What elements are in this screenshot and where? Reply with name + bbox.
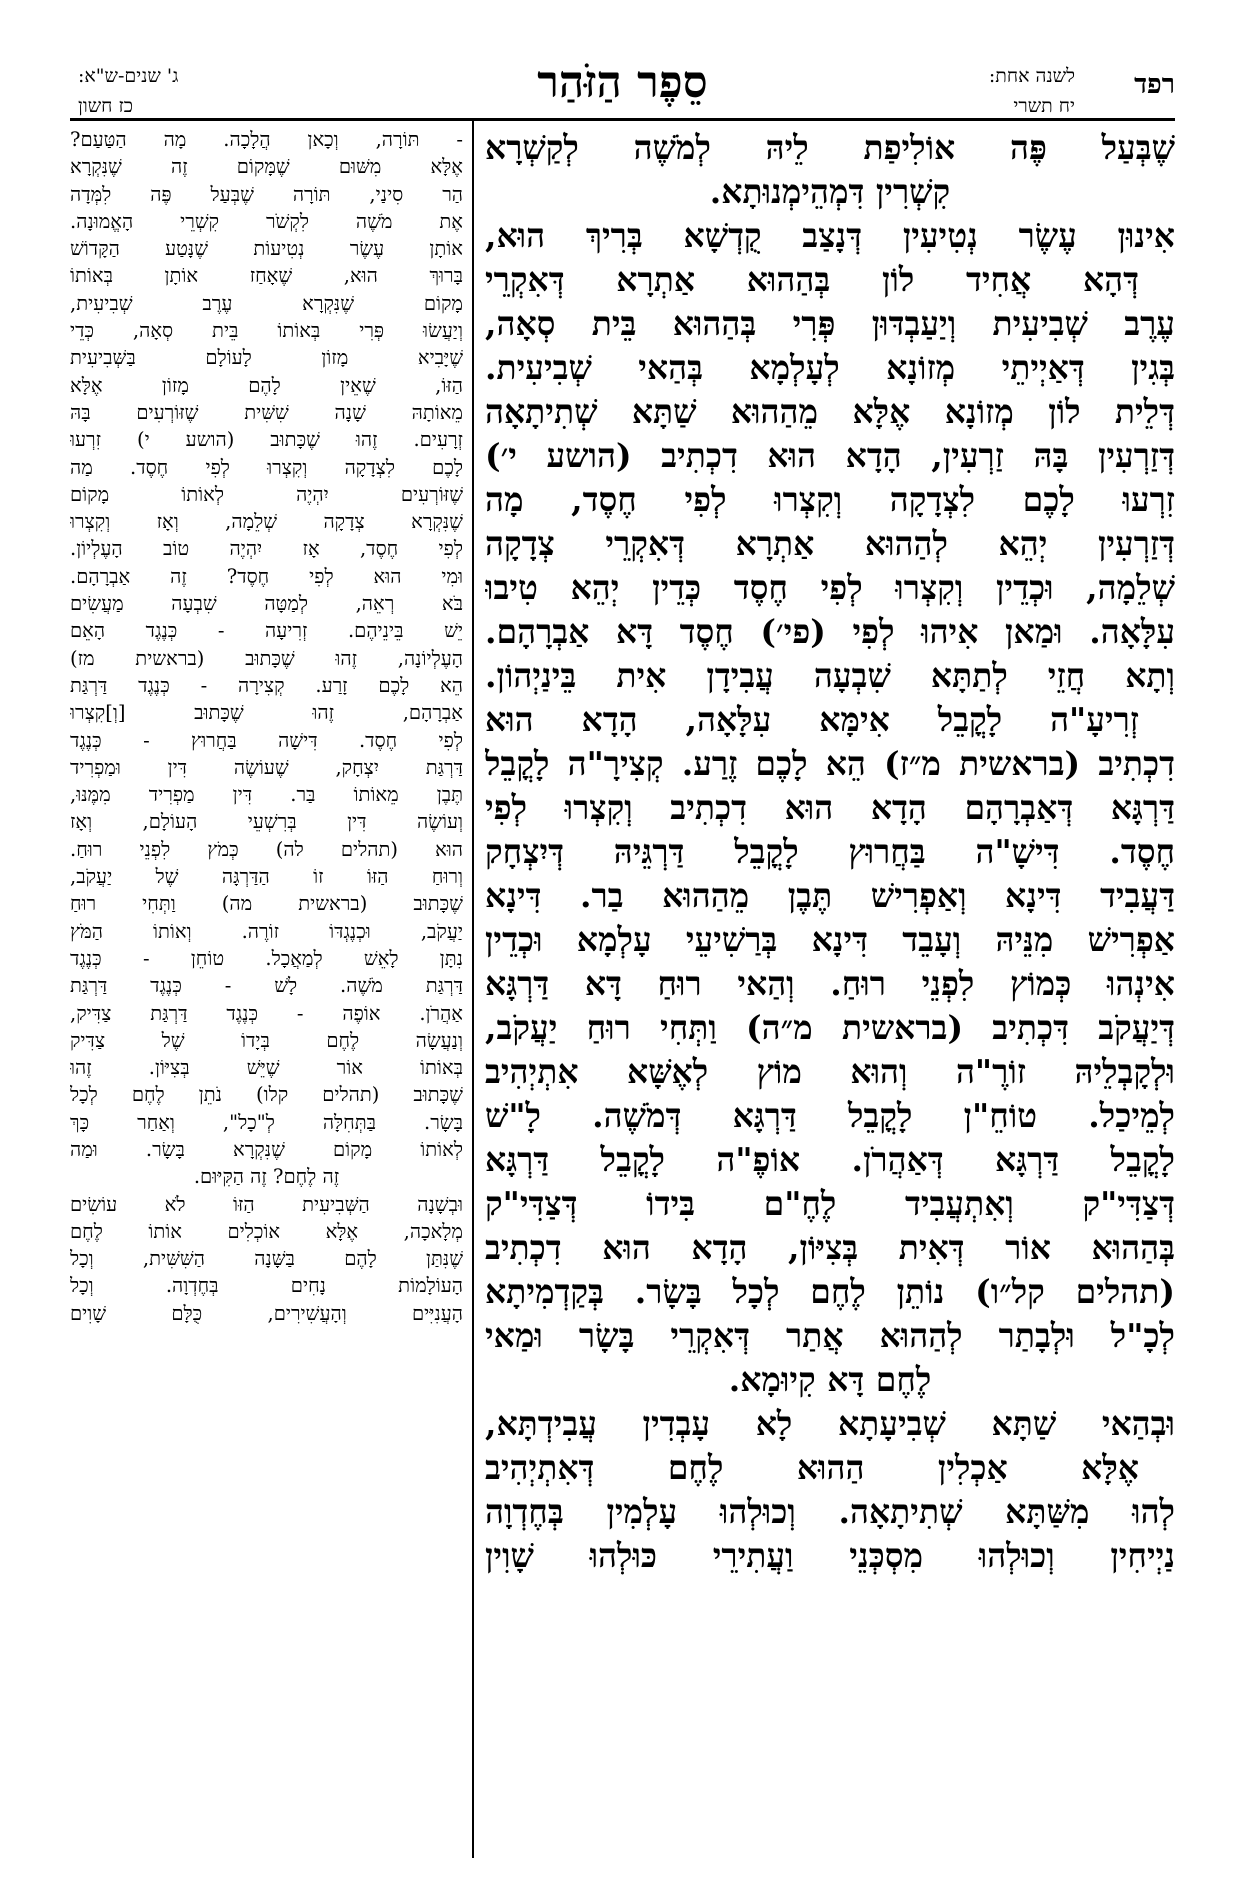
side-line: אַבְרָהָם, זֶהוּ שֶׁכָּתוּב [וְ]קִצְרוּ (70, 701, 463, 725)
main-line: עֶרֶב שְׁבִיעִית וְיַעַבְדּוּן פְּרִי בְּהַהוּא בֵּית סְאָה, (485, 304, 1175, 343)
main-line: (תהלים קל״ו) נוֹתֵן לֶחֶם לְכָל בָּשָׂר. בְּקַדְמִיתָא (485, 1272, 1175, 1311)
side-line: בֹּא רְאֵה, לְמַטָּה שִׁבְעָה מַעֲשִׂים (70, 592, 463, 616)
main-line: וּלְקָבְלֵיהּ זוֹרֶ"ה וְהוּא מוֹץ לְאֶשָּׁא אִתְיְהִיב (485, 1052, 1175, 1091)
main-line: וְתָא חֲזֵי לְתַתָּא שִׁבְעָה עֲבִידָן אִית בֵּינַיְהוֹן. (485, 656, 1175, 695)
side-line: זֶה לֶחֶם? זֶה הַקִּיּוּם. (193, 1165, 340, 1189)
page-number: רפד (1134, 69, 1175, 100)
side-line: לְפִי חֶסֶד, אָז יִהְיֶה טוֹב הָעֶלְיוֹן. (70, 537, 463, 561)
main-line: דְּיַעֲקֹב דִּכְתִיב (בראשית מ״ה) וַתְּחִי רוּחַ יַעֲקֹב, (485, 1008, 1175, 1047)
side-line: שֶׁזּוֹרְעִים יִהְיֶה לְאוֹתוֹ מָקוֹם (70, 482, 463, 506)
side-line: שֶׁכָּתוּב (תהלים קלו) נֹתֵן לֶחֶם לְכָל (70, 1083, 463, 1107)
main-line: לֶחֶם דָּא קִיוּמָא. (728, 1360, 932, 1399)
main-line: דְּלֵית לוֹן מְזוֹנָא אֶלָּא מֵהַהוּא שַׁתָּא שְׁתִיתָאָה (485, 392, 1175, 431)
page-header (70, 55, 1175, 125)
aramaic-main-column (485, 126, 1175, 1578)
side-line: שֶׁכָּתוּב (בראשית מה) וַתְּחִי רוּחַ (70, 892, 463, 916)
main-line: לְכָ"ל וּלְבָתַר לְהַהוּא אֲתַר דְּאִקְרֵי בָּשָׂר וּמַאי (485, 1316, 1175, 1355)
side-line: שֶׁיָּבִיא מָזוֹן לָעוֹלָם בַּשְּׁבִיעִית (70, 346, 463, 370)
side-line: זְרָעִים. זֶהוּ שֶׁכָּתוּב (הושע י) זִרְעוּ (70, 428, 463, 452)
main-line: אֶלָּא אַכְלִין הַהוּא לֶחֶם דְּאִתְיְהִיב (485, 1448, 1139, 1487)
main-line: דְּצַדִּי"ק וְאִתְעֲבִיד לֶחֶ"ם בִּידוֹ דְּצַדִּי"ק (485, 1184, 1175, 1223)
side-line: תֶּבֶן מֵאוֹתוֹ בַּר. דִּין מַפְרִיד מִמֶּנּוּ, (70, 783, 463, 807)
side-line: אַהֲרֹן. אוֹפֶה - כְּנֶגֶד דַּרְגַּת צַדִּיק, (70, 1001, 463, 1025)
side-line: יַעֲקֹב, וּכְנֶגְדּוֹ זוֹרֶה. וְאוֹתוֹ הַמֹּץ (70, 919, 463, 943)
main-line: אַפְרִישׁ מִנֵּיהּ וְעָבֵד דִּינָא בְּרַשִׁיעֵי עָלְמָא וּכְדֵין (485, 920, 1175, 959)
main-line: וּבְהַאי שַׁתָּא שְׁבִיעָתָא לָא עָבְדִין עֲבִידְתָּא, (485, 1404, 1175, 1443)
hebrew-translation-column (70, 126, 463, 1327)
side-line: הַר סִינַי, תּוֹרָה שֶׁבְּעַל פֶּה לִמְּדָה (70, 182, 463, 206)
side-line: הוּא (תהלים לה) כְּמֹץ לִפְנֵי רוּחַ. (70, 837, 463, 861)
side-line: וְנַעֲשָׂה לֶחֶם בְּיָדוֹ שֶׁל צַדִּיק (70, 1028, 463, 1052)
main-line: זְרִיעָ"ה לָקֳבֵל אִימָּא עִלָּאָה, הָדָא הוּא (485, 700, 1139, 739)
side-line: וְעוֹשֶׂה דִּין בְּרִשְׁעֵי הָעוֹלָם, וְאָז (70, 810, 463, 834)
main-line: קִשְׁרִין דִּמְהֵימְנוּתָא. (709, 172, 951, 211)
column-divider (472, 118, 474, 1858)
main-line: דַּרְגָּא דְּאַבְרָהָם הָדָא הוּא דִכְתִיב וְקִצְרוּ לְפִי (485, 788, 1175, 827)
side-line: בָּרוּךְ הוּא, שֶׁאָחַז אוֹתָן בְּאוֹתוֹ (70, 264, 463, 288)
side-line: - תּוֹרָה, וְכָאן הֲלָכָה. מָה הַטַּעַם? (70, 128, 463, 151)
side-line: וּבְשָׁנָה הַשְּׁבִיעִית הַזּוֹ לֹא עוֹשִׂים (70, 1192, 463, 1216)
main-line: בְּגִין דְּאַיְיתֵי מְזוֹנָא לְעָלְמָא בְּהַאי שְׁבִיעִית. (485, 348, 1175, 387)
side-line: לָכֶם לִצְדָקָה וְקִצְרוּ לְפִי חֶסֶד. מַה (70, 455, 463, 479)
main-line: דְּזַרְעִין יְהֵא לְהַהוּא אַתְרָא דְּאִקְרֵי צְדָקָה (485, 524, 1175, 563)
side-line: דַּרְגַּת מֹשֶׁה. לָשׁ - כְּנֶגֶד דַּרְגַּת (70, 974, 463, 998)
reading-date-one-year: יח תשרי (1013, 95, 1075, 117)
main-line: דְּזַרְעִין בָּהּ זַרְעִין, הָדָא הוּא דִכְתִיב (הושע י׳) (485, 436, 1175, 475)
side-line: אוֹתָן עֶשֶׂר נְטִיעוֹת שֶׁנָּטַע הַקָּדוֹשׁ (70, 237, 463, 261)
side-line: שֶׁנִּקְרָא צְדָקָה שְׁלֵמָה, וְאָז וְקִצְרוּ (70, 510, 463, 534)
main-line: עִלָּאָה. וּמַאן אִיהוּ לְפִי (פי׳) חֶסֶד דָּא אַבְרָהָם. (485, 612, 1175, 651)
main-line: לְמֵיכַל. טוֹחֵ"ן לָקֳבֵל דַּרְגָּא דְּמֹשֶׁה. לָ"שׁ (485, 1096, 1175, 1135)
main-line: לָקֳבֵל דַּרְגָּא דְּאַהֲרֹן. אוֹפֶ"ה לָקֳבֵל דַּרְגָּא (485, 1140, 1175, 1179)
main-line: זִרְעוּ לָכֶם לִצְדָקָה וְקִצְרוּ לְפִי חֶסֶד, מָה (485, 480, 1175, 519)
main-line: נַיְיחִין וְכוּלְהוּ מִסְכְּנֵי וַעֲתִירֵי כּוּלְהוּ שָׁוִין (485, 1536, 1175, 1575)
main-line: אִינְהוּ כְּמוֹץ לִפְנֵי רוּחַ. וְהַאי רוּחַ דָּא דַּרְגָּא (485, 964, 1175, 1003)
side-line: בְּאוֹתוֹ אוֹר שֶׁיֵּשׁ בְּצִיּוֹן. זֶהוּ (70, 1056, 463, 1080)
side-line: אֶת מֹשֶׁה לִקְשֹׁר קִשְׁרֵי הָאֱמוּנָה. (70, 209, 463, 233)
book-title: סֵפֶר הַזֹּהַר (537, 57, 708, 108)
side-line: לְאוֹתוֹ מָקוֹם שֶׁנִּקְרָא בָּשָׂר. וּמַה (70, 1137, 463, 1161)
main-line: בְּהַהוּא אוֹר דְּאִית בְּצִיּוֹן, הָדָא הוּא דִכְתִיב (485, 1228, 1175, 1267)
side-line: דַּרְגַּת יִצְחָק, שֶׁעוֹשֶׂה דִּין וּמַפְרִיד (70, 755, 463, 779)
side-line: בָּשָׂר. בַּתְּחִלָּה לְ"כָל", וְאַחַר כָּךְ (70, 1110, 463, 1134)
side-line: אֶלָּא מִשּׁוּם שֶׁמָּקוֹם זֶה שֶׁנִּקְרָא (70, 155, 463, 179)
main-line: חֶסֶד. דִּישָׁ"ה בַּחֲרוּץ לָקֳבֵל דַּרְגֵּיהּ דְּיִצְחָק (485, 832, 1175, 871)
side-line: וּמִי הוּא לְפִי חֶסֶד? זֶה אַבְרָהָם. (70, 564, 463, 588)
main-line: שֶׁבְּעַל פֶּה אוֹלִיפַת לֵיהּ לְמֹשֶׁה לְקַשְׁרָא (485, 128, 1175, 167)
main-line: אִינוּן עֶשֶׂר נְטִיעִין דְּנָצַב קֻדְשָׁא בְּרִיךְ הוּא, (485, 216, 1175, 255)
side-line: וְרוּחַ הַזּוֹ זוֹ הַדַּרְגָּה שֶׁל יַעֲקֹב, (70, 865, 463, 889)
side-line: הָעֲנִיִּים וְהָעֲשִׁירִים, כֻּלָּם שָׁוִים (70, 1301, 463, 1325)
side-line: לְפִי חֶסֶד. דִּישָׁה בַּחֲרוּץ - כְּנֶגֶד (70, 728, 463, 752)
main-line: דִכְתִיב (בראשית מ״ז) הֵא לָכֶם זֶרַע. קְצִירָ"ה לָקֳבֵל (485, 744, 1175, 783)
side-line: שֶׁנִּתַּן לָהֶם בַּשָּׁנָה הַשִּׁשִּׁית, וְכָל (70, 1247, 463, 1271)
side-line: מֵאוֹתָהּ שָׁנָה שִׁשִּׁית שֶׁזּוֹרְעִים בָּהּ (70, 400, 463, 424)
side-line: הָעוֹלָמוֹת נָחִים בְּחֶדְוָה. וְכָל (70, 1274, 463, 1298)
side-line: הַזּוֹ, שֶׁאֵין לָהֶם מָזוֹן אֶלָּא (70, 373, 463, 397)
reading-schedule-one-year: לשנה אחת: (988, 65, 1075, 87)
reading-schedule-three-years: ג' שנים-ש"א: (78, 65, 179, 87)
side-line: יֵשׁ בֵּינֵיהֶם. זְרִיעָה - כְּנֶגֶד הָאֵם (70, 619, 463, 643)
side-line: נִתָּן לָאֵשׁ לְמַאֲכָל. טוֹחֵן - כְּנֶגֶד (70, 946, 463, 970)
side-line: מָקוֹם שֶׁנִּקְרָא עֶרֶב שְׁבִיעִית, (70, 291, 463, 315)
reading-date-three-years: כז חשון (78, 95, 134, 117)
main-line: לְהוּ מִשַּׁתָּא שְׁתִיתָאָה. וְכוּלְהוּ עָלְמִין בְּחֶדְוָה (485, 1492, 1175, 1531)
side-line: וְיַעֲשׂוּ פְּרִי בְּאוֹתוֹ בֵּית סְאָה, כְּדֵי (70, 319, 463, 343)
side-line: מְלָאכָה, אֶלָּא אוֹכְלִים אוֹתוֹ לֶחֶם (70, 1219, 463, 1243)
header-rule (70, 118, 1175, 121)
main-line: דְּהָא אֲחִיד לוֹן בְּהַהוּא אַתְרָא דְּאִקְרֵי (485, 260, 1139, 299)
side-line: הָעֶלְיוֹנָה, זֶהוּ שֶׁכָּתוּב (בראשית מז) (70, 646, 463, 670)
main-line: דַּעֲבִיד דִּינָא וְאַפְרִישׁ תֶּבֶן מֵהַהוּא בַר. דִּינָא (485, 876, 1175, 915)
main-line: שְׁלֵמָה, וּכְדֵין וְקִצְרוּ לְפִי חֶסֶד כְּדֵין יְהֵא טִיבוּ (485, 568, 1175, 607)
side-line: הֵא לָכֶם זָרַע. קְצִירָה - כְּנֶגֶד דַּרְגַּת (70, 673, 463, 697)
